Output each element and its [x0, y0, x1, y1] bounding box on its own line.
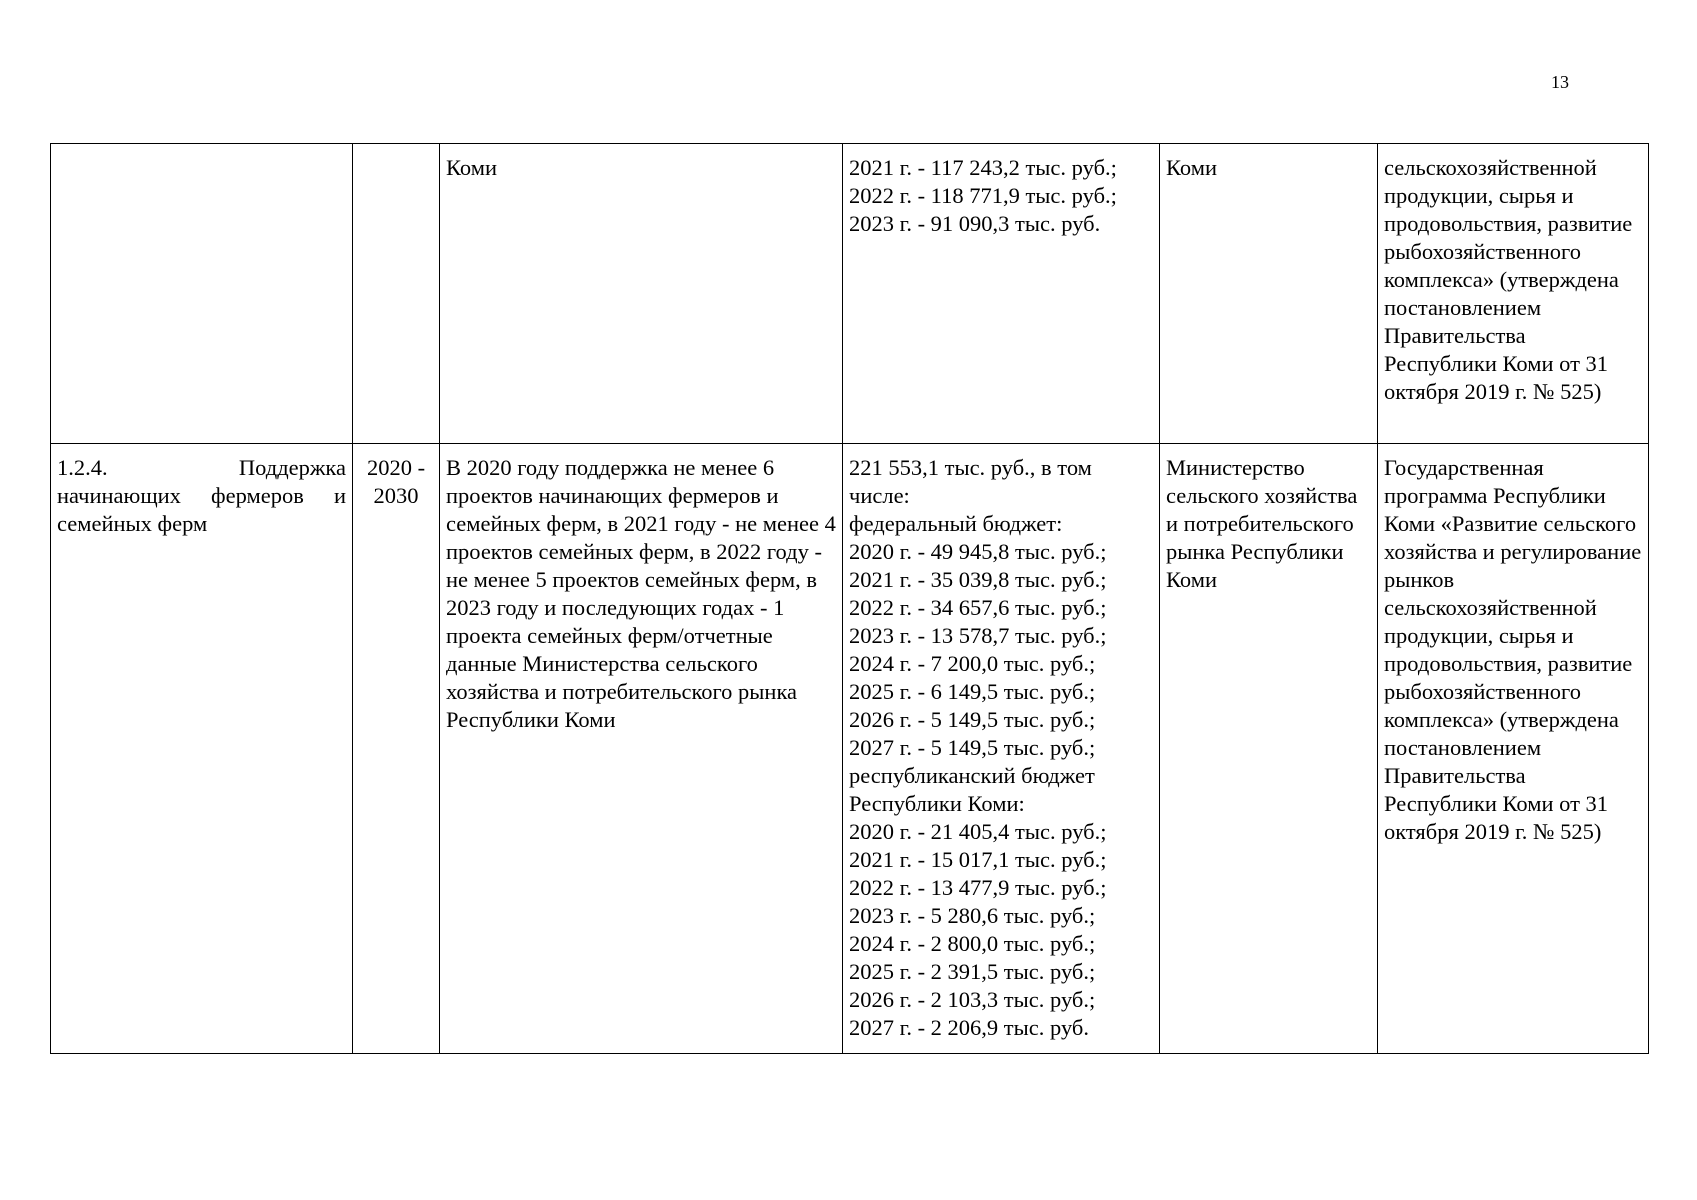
table-row: [51, 444, 1649, 1054]
funding-line: 2021 г. - 35 039,8 тыс. руб.;: [849, 567, 1107, 592]
page-number: 13: [1551, 72, 1569, 92]
funding-line: 2025 г. - 6 149,5 тыс. руб.;: [849, 679, 1096, 704]
expected-result-cell: В 2020 году поддержка не менее 6 проектов начинающих фермеров и семейных ферм, в 2021 году - не менее 4 проектов семейных ферм, в 2022 году - не менее 5 проектов семейных ферм, в 2023 году и последующих годах - 1 проекта семейных ферм/отчетные данные Министерства сельского хозяйства и потребительского рынка Республики Коми: [440, 444, 843, 1054]
measures-table: [50, 143, 1649, 1054]
period-cell: 2020 - 2030: [353, 444, 440, 1054]
funding-line: 2027 г. - 5 149,5 тыс. руб.;: [849, 735, 1096, 760]
republic-budget-label: республиканский бюджет Республики Коми:: [849, 763, 1095, 816]
federal-budget-label: федеральный бюджет:: [849, 511, 1063, 536]
measure-name-cell: [51, 144, 353, 444]
funding-line: 2020 г. - 21 405,4 тыс. руб.;: [849, 819, 1107, 844]
funding-line: 2026 г. - 2 103,3 тыс. руб.;: [849, 987, 1096, 1012]
funding-line: 2024 г. - 2 800,0 тыс. руб.;: [849, 931, 1096, 956]
funding-line: 2027 г. - 2 206,9 тыс. руб.: [849, 1015, 1089, 1040]
funding-line: 2022 г. - 13 477,9 тыс. руб.;: [849, 875, 1107, 900]
program-cell: Государственная программа Республики Коми «Развитие сельского хозяйства и регулирование рынков сельскохозяйственной продукции, сырья и продовольствия, развитие рыбохозяйственного комплекса» (утверждена постановлением Правительства Республики Коми от 31 октября 2019 г. № 525): [1378, 444, 1649, 1054]
funding-line: 2023 г. - 91 090,3 тыс. руб.: [849, 211, 1101, 236]
expected-result-cell: Коми: [440, 144, 843, 444]
funding-cell: [843, 444, 1160, 1054]
period-cell: [353, 144, 440, 444]
funding-line: 2021 г. - 117 243,2 тыс. руб.;: [849, 155, 1117, 180]
funding-line: 2021 г. - 15 017,1 тыс. руб.;: [849, 847, 1107, 872]
funding-line: 2022 г. - 118 771,9 тыс. руб.;: [849, 183, 1117, 208]
funding-line: 2022 г. - 34 657,6 тыс. руб.;: [849, 595, 1107, 620]
responsible-cell: Министерство сельского хозяйства и потребительского рынка Республики Коми: [1160, 444, 1378, 1054]
funding-total: 221 553,1 тыс. руб., в том числе:: [849, 455, 1092, 508]
funding-cell: [843, 144, 1160, 444]
program-cell: сельскохозяйственной продукции, сырья и продовольствия, развитие рыбохозяйственного комплекса» (утверждена постановлением Правительства Республики Коми от 31 октября 2019 г. № 525): [1378, 144, 1649, 444]
table-row: [51, 144, 1649, 444]
funding-line: 2023 г. - 13 578,7 тыс. руб.;: [849, 623, 1107, 648]
funding-line: 2020 г. - 49 945,8 тыс. руб.;: [849, 539, 1107, 564]
funding-line: 2024 г. - 7 200,0 тыс. руб.;: [849, 651, 1096, 676]
funding-line: 2025 г. - 2 391,5 тыс. руб.;: [849, 959, 1096, 984]
responsible-cell: Коми: [1160, 144, 1378, 444]
funding-line: 2026 г. - 5 149,5 тыс. руб.;: [849, 707, 1096, 732]
funding-line: 2023 г. - 5 280,6 тыс. руб.;: [849, 903, 1096, 928]
measure-name-cell: 1.2.4. Поддержка начинающих фермеров и семейных ферм: [51, 444, 353, 1054]
